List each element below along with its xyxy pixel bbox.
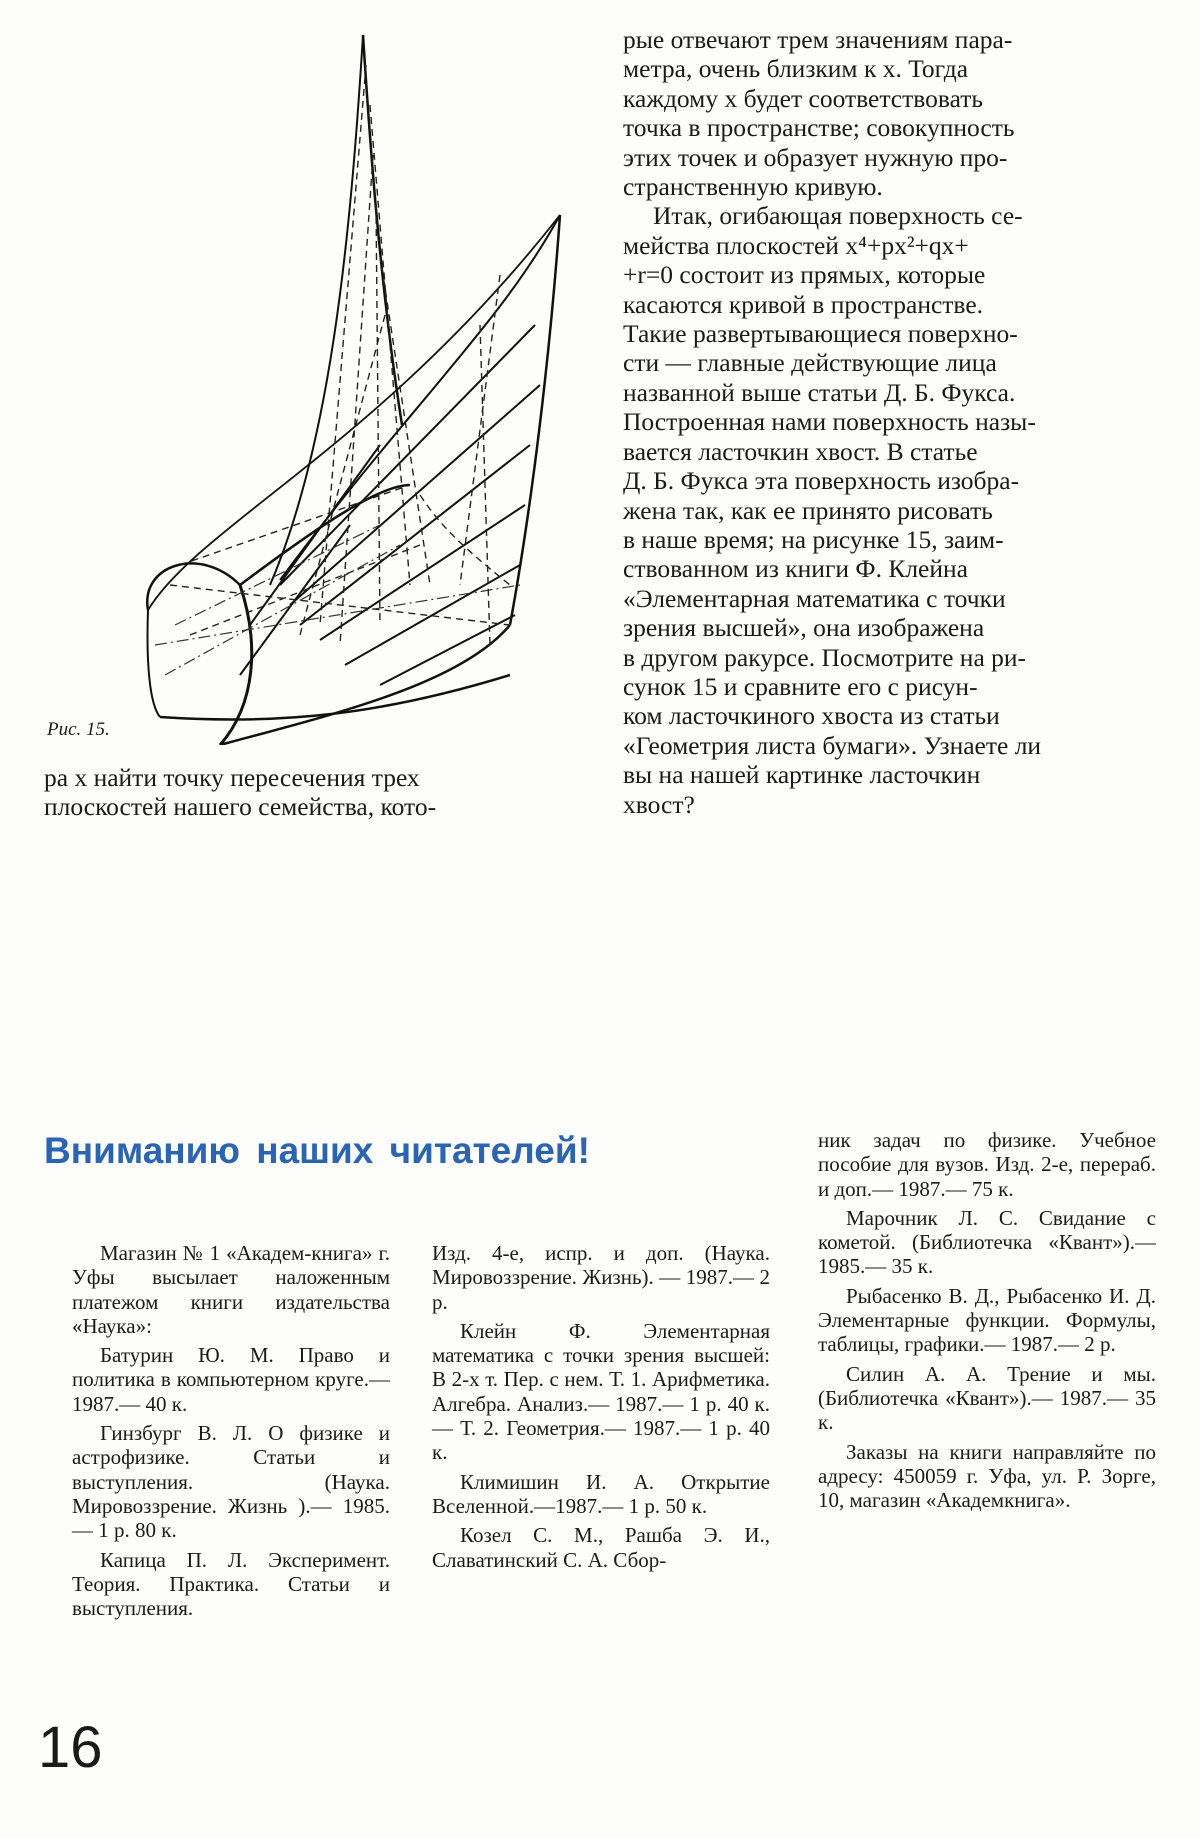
ad-entry: Клейн Ф. Элементарная математика с точки зрения высшей: В 2-х т. Пер. с нем. Т. 1. Арифметика. Алгебра. Анализ.— 1987.— 1 р. 40 к.— Т. 2. Геометрия.— 1987.— 1 р. 40 к. — [432, 1318, 770, 1465]
text-line: точка в пространстве; совокупность — [623, 113, 1015, 143]
text-line: мейства плоскостей x⁴+px²+qx+ — [623, 230, 969, 260]
ad-entry: Силин А. А. Трение и мы. (Библиотечка «Квант»).— 1987.— 35 к. — [818, 1361, 1156, 1435]
text-line: каждому x будет соответствовать — [623, 83, 984, 113]
text-line: вается ласточкин хвост. В статье — [623, 436, 978, 466]
text-line: +r=0 состоит из прямых, которые — [623, 260, 986, 290]
text-line: ствованном из книги Ф. Клейна — [623, 554, 968, 584]
announcement-column-3 — [818, 1128, 1156, 1517]
text-line: «Геометрия листа бумаги». Узнаете ли — [623, 730, 1042, 760]
right-paragraph-2 — [623, 201, 1158, 819]
ad-entry: ник задач по физике. Учебное пособие для вузов. Изд. 2-е, перераб. и доп.— 1987.— 75 к. — [818, 1128, 1156, 1201]
text-line: рые отвечают трем значениям пара- — [623, 25, 1013, 54]
text-line: сунок 15 и сравните его с рисун- — [623, 671, 978, 701]
text-line: «Элементарная математика с точки — [623, 583, 1006, 613]
text-line: зрения высшей», она изображена — [623, 613, 985, 643]
text-line: жена так, как ее принято рисовать — [623, 495, 993, 525]
ad-entry: Гинзбург В. Л. О физике и астрофизике. Статьи и выступления. (Наука. Мировоззрение. Жизнь ).— 1985.— 1 р. 80 к. — [72, 1421, 390, 1543]
text-line: Построенная нами поверхность назы- — [623, 407, 1036, 437]
announcement-title: Вниманию наших читателей! — [44, 1130, 590, 1171]
text-line: плоскостей нашего семейства, кото- — [44, 792, 437, 822]
figure-swallowtail — [80, 25, 600, 745]
left-column-text — [44, 763, 579, 822]
ad-entry: Климишин И. А. Открытие Вселенной.—1987.— 1 р. 50 к. — [432, 1469, 770, 1518]
text-line: метра, очень близким к x. Тогда — [623, 54, 969, 84]
text-line: сти — главные действующие лица — [623, 348, 997, 378]
ad-entry: Рыбасенко В. Д., Рыбасенко И. Д. Элементарные функции. Формулы, таблицы, графики.— 1987.— 2 р. — [818, 1283, 1156, 1357]
announcement-column-2 — [432, 1241, 770, 1577]
text-line: странственную кривую. — [623, 172, 883, 202]
text-line: касаются кривой в пространстве. — [623, 289, 984, 319]
text-line: Такие развертывающиеся поверхно- — [623, 319, 1018, 349]
text-line: хвост? — [623, 789, 695, 819]
ad-entry: Батурин Ю. М. Право и политика в компьютерном круге.— 1987.— 40 к. — [72, 1343, 390, 1416]
ad-entry: Изд. 4-е, испр. и доп. (Наука. Мировоззрение. Жизнь). — 1987.— 2 р. — [432, 1241, 770, 1314]
text-line: Д. Б. Фукса эта поверхность изобра- — [623, 466, 1020, 496]
page-number: 16 — [38, 1715, 103, 1780]
figure-caption: Рис. 15. — [47, 719, 110, 740]
text-line: ком ласточкиного хвоста из статьи — [623, 701, 1000, 731]
text-line: ра x найти точку пересечения трех — [44, 763, 420, 792]
text-line: в другом ракурсе. Посмотрите на ри- — [623, 642, 1027, 672]
text-line: Итак, огибающая поверхность се- — [653, 201, 1023, 231]
text-line: названной выше статьи Д. Б. Фукса. — [623, 377, 1016, 407]
text-line: в наше время; на рисунке 15, заим- — [623, 524, 1004, 554]
text-line: этих точек и образует нужную про- — [623, 142, 1008, 172]
swallowtail-drawing — [80, 25, 600, 745]
announcement-column-1 — [72, 1241, 390, 1625]
ad-entry: Капица П. Л. Эксперимент. Теория. Практика. Статьи и выступления. — [72, 1547, 390, 1621]
text-line: вы на нашей картинке ласточкин — [623, 760, 981, 790]
right-column-text — [623, 25, 1158, 819]
ad-entry: Магазин № 1 «Академ-книга» г. Уфы высылает наложенным платежом книги издательства «Наука»: — [72, 1241, 390, 1338]
ad-entry: Марочник Л. С. Свидание с кометой. (Библиотечка «Квант»).— 1985.— 35 к. — [818, 1205, 1156, 1279]
left-paragraph — [44, 763, 579, 822]
right-paragraph-1 — [623, 25, 1158, 201]
ad-entry: Козел С. М., Рашба Э. И., Славатинский С. А. Сбор- — [432, 1523, 770, 1572]
ad-entry: Заказы на книги направляйте по адресу: 450059 г. Уфа, ул. Р. Зорге, 10, магазин «Академкнига». — [818, 1439, 1156, 1513]
